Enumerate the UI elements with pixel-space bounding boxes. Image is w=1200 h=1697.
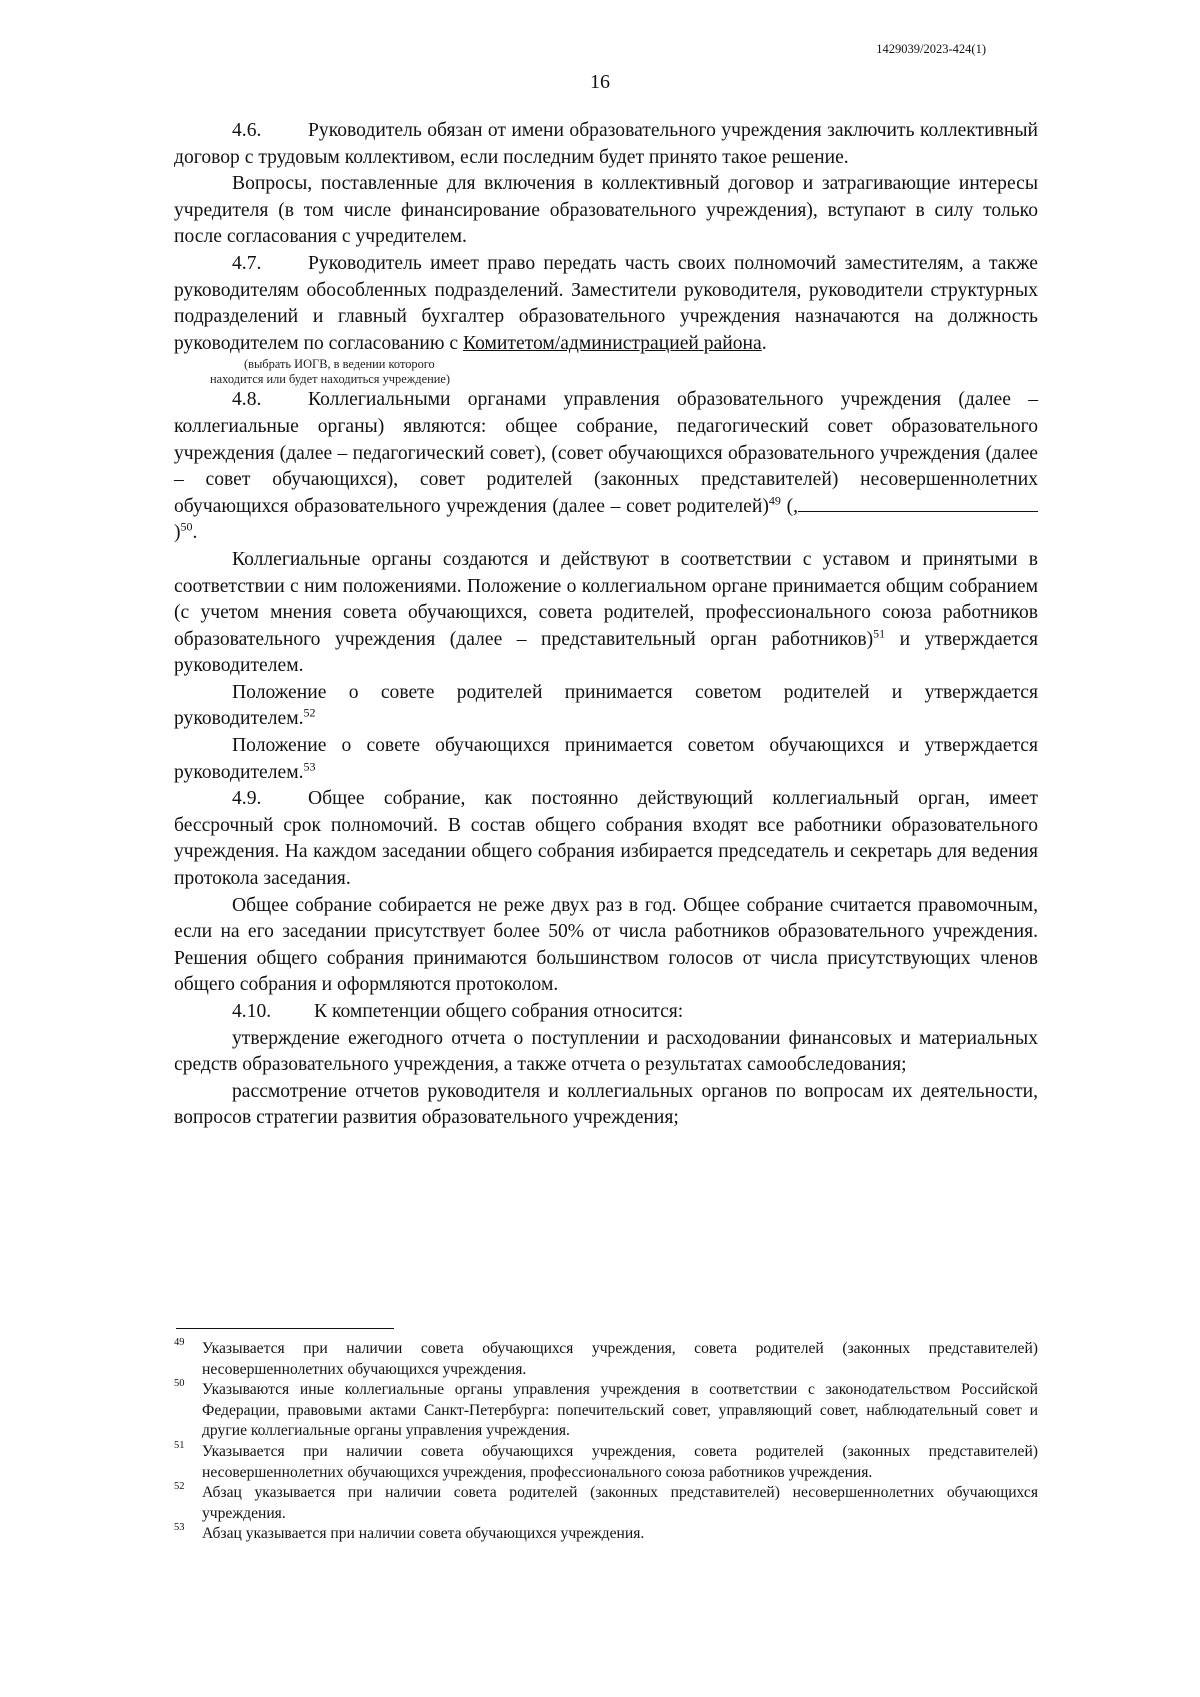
list-item <box>174 1026 1038 1079</box>
caption-note-line-2: находится или будет находиться учреждение) <box>210 372 450 387</box>
paragraph-text: Общее собрание собирается не реже двух раз в год. Общее собрание считается правомочным, если на его заседании присутствует более 50% от числа работников образовательного учреждения. Решения общего собрания принимаются большинством голосов от числа присутствующих членов общего собрания и оформляются протоколом. <box>174 894 1038 996</box>
punctuation: . <box>761 332 767 354</box>
paragraph-text: утверждение ежегодного отчета о поступлении и расходовании финансовых и материальных средств образовательного учреждения, а также отчета о результатах самообследования; <box>174 1027 1038 1076</box>
paragraph-4-8 <box>174 387 1038 547</box>
footnote <box>174 1524 1038 1545</box>
paragraph <box>174 733 1038 786</box>
footnote-ref[interactable]: 51 <box>873 626 886 641</box>
body-text <box>174 118 1038 1132</box>
footnote <box>174 1439 1038 1483</box>
paragraph-4-10 <box>174 999 1038 1026</box>
footnote-text: Указывается при наличии совета обучающихся учреждения, совета родителей (законных представителей) несовершеннолетних обучающихся учреждения. <box>202 1340 1038 1378</box>
footnote-separator <box>176 1328 394 1329</box>
paragraph-4-6 <box>174 118 1038 171</box>
footnote-number: 52 <box>174 1481 185 1493</box>
footnote-number: 51 <box>174 1439 185 1451</box>
paragraph <box>174 171 1038 251</box>
page-number: 16 <box>590 71 610 93</box>
clause-number: 4.6. <box>232 120 262 141</box>
paragraph-text: Руководитель обязан от имени образовательного учреждения заключить коллективный договор с трудовым коллективом, если последним будет принято такое решение. <box>174 120 1038 168</box>
paragraph <box>174 547 1038 680</box>
punctuation: . <box>192 522 198 544</box>
footnote-number: 49 <box>174 1337 185 1348</box>
paragraph-text: (, <box>780 495 799 517</box>
paragraph <box>174 680 1038 733</box>
paragraph-text: Коллегиальными органами управления образовательного учреждения (далее – коллегиальные органы) являются: общее собрание, педагогический совет образовательного учреждения (далее – педагогический совет), (совет обучающихся образовательного учреждения (далее – совет обучающихся), совет родителей (законных представителей) несовершеннолетних обучающихся образовательного учреждения (далее – совет родителей) <box>174 389 1038 517</box>
paragraph-4-7 <box>174 251 1038 357</box>
footnote <box>174 1339 1038 1380</box>
underlined-term: Комитетом/администрацией района <box>462 332 762 354</box>
paragraph-4-9 <box>174 786 1038 892</box>
paragraph-text: Руководитель имеет право передать часть своих полномочий заместителям, а также руководителям обособленных подразделений. Заместители руководителя, руководители структурных подразделений и главный бухгалтер образовательного учреждения назначаются на должность руководителем по согласованию с <box>174 252 1038 354</box>
fill-in-blank[interactable] <box>798 495 1038 512</box>
footnote <box>174 1380 1038 1442</box>
footnote-ref[interactable]: 53 <box>303 759 316 774</box>
list-item <box>174 1079 1038 1132</box>
paragraph-text: и утверждается руководителем. <box>174 628 1038 677</box>
footnote-text: Абзац указывается при наличии совета обучающихся учреждения. <box>202 1525 645 1543</box>
paragraph-text: Положение о совете обучающихся принимается советом обучающихся и утверждается руководителем. <box>174 735 1038 783</box>
clause-number: 4.10. <box>232 1001 272 1022</box>
footnotes <box>174 1339 1038 1545</box>
footnote-ref[interactable]: 52 <box>303 705 316 720</box>
footnote-ref[interactable]: 49 <box>768 493 781 508</box>
footnote-number: 50 <box>174 1378 185 1390</box>
clause-number: 4.9. <box>232 788 262 810</box>
footnote <box>174 1483 1038 1524</box>
paragraph-text: Коллегиальные органы создаются и действуют в соответствии с уставом и принятыми в соответствии с ним положениями. Положение о коллегиальном органе принимается общим собранием (с учетом мнения совета обучающихся, совета родителей, профессионального союза работников образовательного учреждения (далее – представительный орган работников) <box>174 548 1038 650</box>
footnote-ref[interactable]: 50 <box>180 519 193 534</box>
footnote-text: Указывается при наличии совета обучающихся учреждения, совета родителей (законных представителей) несовершеннолетних обучающихся учреждения, профессионального союза работников учреждения. <box>202 1442 1038 1481</box>
paragraph-text: Положение о совете родителей принимается советом родителей и утверждается руководителем. <box>174 681 1038 730</box>
footnote-text: Абзац указывается при наличии совета родителей (законных представителей) несовершеннолетних обучающихся учреждения. <box>202 1484 1038 1522</box>
paragraph-text: Вопросы, поставленные для включения в коллективный договор и затрагивающие интересы учредителя (в том числе финансирование образовательного учреждения), вступают в силу только после согласования с учредителем. <box>174 173 1038 248</box>
caption-note-line-1: (выбрать ИОГВ, в ведении которого <box>244 357 435 372</box>
footnote-number: 53 <box>174 1522 185 1534</box>
paragraph-text: Общее собрание, как постоянно действующий коллегиальный орган, имеет бессрочный срок полномочий. В состав общего собрания входят все работники образовательного учреждения. На каждом заседании общего собрания избирается председатель и секретарь для ведения протокола заседания. <box>174 788 1038 890</box>
clause-number: 4.7. <box>232 252 262 274</box>
clause-number: 4.8. <box>232 389 262 411</box>
paragraph-text: рассмотрение отчетов руководителя и коллегиальных органов по вопросам их деятельности, вопросов стратегии развития образовательного учреждения; <box>174 1080 1038 1129</box>
document-id: 1429039/2023-424(1) <box>876 42 986 56</box>
footnote-text: Указываются иные коллегиальные органы управления учреждения в соответствии с законодательством Российской Федерации, правовыми актами Санкт-Петербурга: попечительский совет, управляющий совет, наблюдательный совет и другие коллегиальные органы управления учреждения. <box>202 1381 1038 1440</box>
punctuation: ) <box>174 522 181 544</box>
paragraph-text: К компетенции общего собрания относится: <box>314 1001 684 1022</box>
paragraph <box>174 893 1038 999</box>
